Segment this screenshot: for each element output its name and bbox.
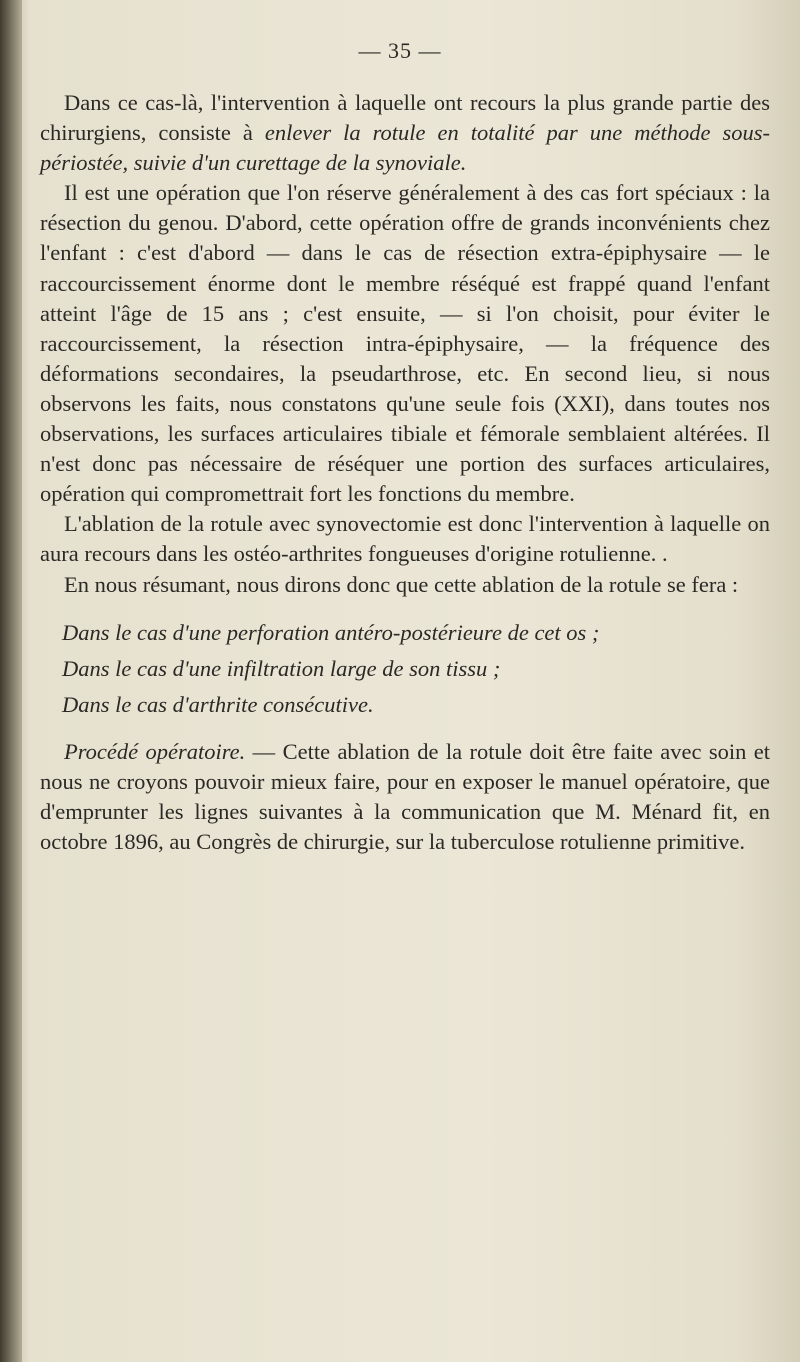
book-spine [0, 0, 22, 1362]
paragraph-4: En nous résumant, nous dirons donc que cette ablation de la rotule se fera : [64, 571, 739, 597]
cases-list [40, 615, 770, 723]
page-body [40, 88, 770, 857]
paragraph-3: L'ablation de la rotule avec synovectomie est donc l'intervention à laquelle on aura recours dans les ostéo-arthrites fongueuses d'origine rotulienne. . [40, 511, 770, 567]
paragraph-5 [40, 737, 770, 857]
section-heading: Procédé opératoire. [64, 738, 246, 764]
paragraph-1 [40, 88, 770, 178]
paragraph-2: Il est une opération que l'on réserve généralement à des cas fort spéciaux : la résection du genou. D'abord, cette opération offre de grands inconvénients chez l'enfant : c'est d'abord — dans le cas de résection extra-épiphysaire — le raccourcissement énorme dont le membre réséqué est frappé quand l'enfant atteint l'âge de 15 ans ; c'est ensuite, — si l'on choisit, pour éviter le raccourcissement, la résection intra-épiphysaire, — la fréquence des déformations secondaires, la pseudarthrose, etc. En second lieu, si nous observons les faits, nous constatons qu'une seule fois (XXI), dans toutes nos observations, les surfaces articulaires tibiale et fémorale semblaient altérées. Il n'est donc pas nécessaire de réséquer une portion des surfaces articulaires, opération qui compromettrait fort les fonctions du membre. [40, 180, 770, 507]
case-item: Dans le cas d'une infiltration large de son tissu ; [62, 655, 501, 681]
paragraph-1-italic: enlever la rotule en totalité par une méthode sous-périostée, suivie d'un curettage de la synoviale. [40, 120, 770, 176]
case-item: Dans le cas d'arthrite consécutive. [62, 691, 374, 717]
case-item: Dans le cas d'une perforation antéro-postérieure de cet os ; [62, 619, 600, 645]
paragraph-5-text: — Cette ablation de la rotule doit être faite avec soin et nous ne croyons pouvoir mieux faire, pour en exposer le manuel opératoire, que d'emprunter les lignes suivantes à la communication que M. Ménard fit, en octobre 1896, au Congrès de chirurgie, sur la tuberculose rotulienne primitive. [40, 738, 770, 854]
paragraph-1-text: Dans ce cas-là, l'intervention à laquelle ont recours la plus grande partie des chirurgiens, consiste à [40, 90, 770, 146]
page-number: — 35 — [358, 38, 442, 63]
